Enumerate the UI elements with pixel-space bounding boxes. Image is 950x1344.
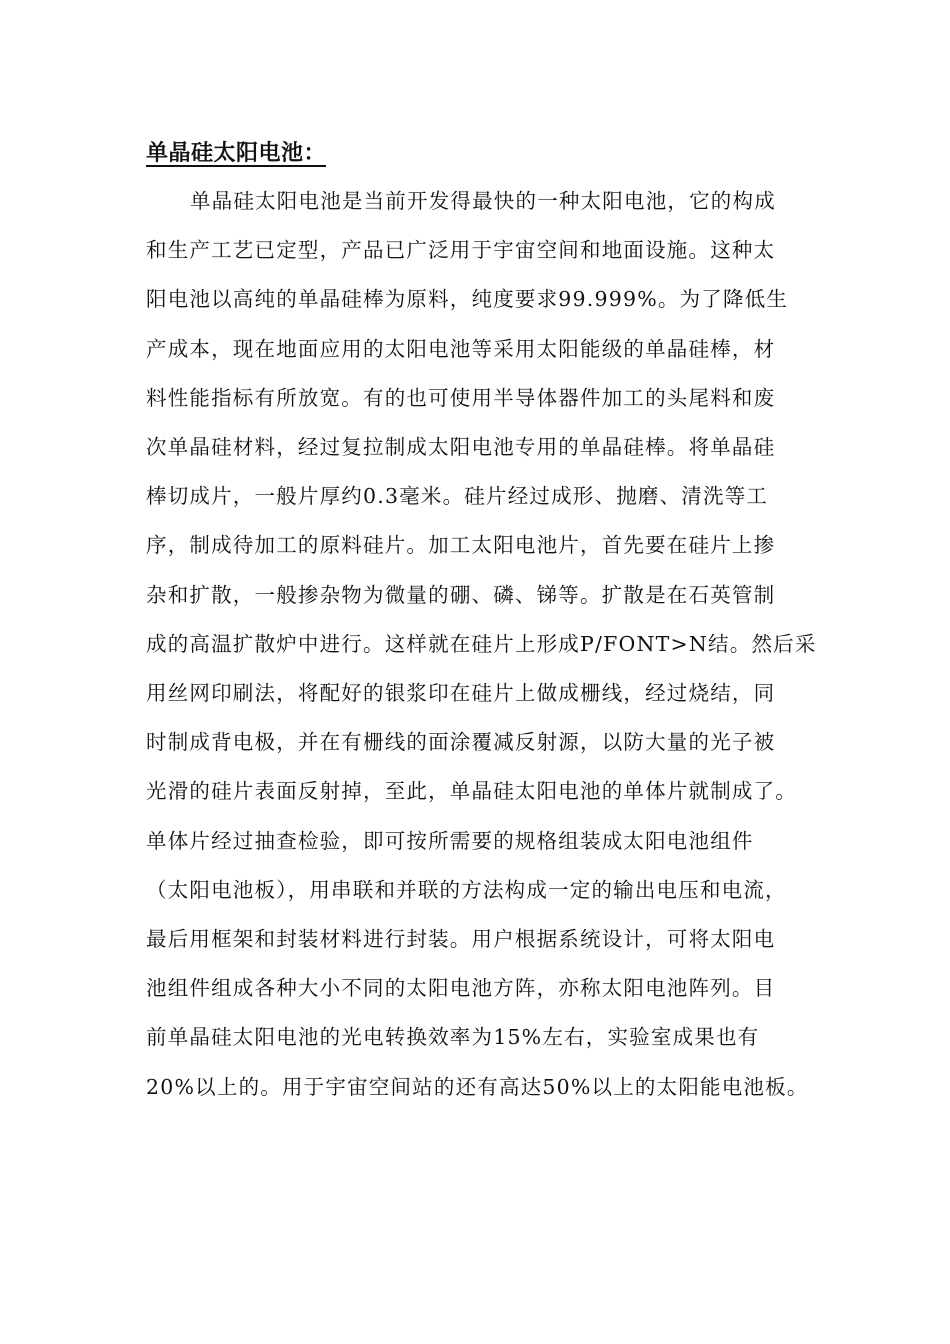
text-line: 时制成背电极，并在有栅线的面涂覆减反射源，以防大量的光子被 <box>146 730 776 754</box>
text-line: 阳电池以高纯的单晶硅棒为原料，纯度要求99.999%。为了降低生 <box>146 287 789 311</box>
section-heading: 单晶硅太阳电池： <box>146 140 327 166</box>
text-line: 杂和扩散，一般掺杂物为微量的硼、磷、锑等。扩散是在石英管制 <box>146 583 776 607</box>
text-line: （太阳电池板），用串联和并联的方法构成一定的输出电压和电流， <box>146 878 787 902</box>
text-line: 单晶硅太阳电池是当前开发得最快的一种太阳电池，它的构成 <box>190 189 776 213</box>
text-line: 次单晶硅材料，经过复拉制成太阳电池专用的单晶硅棒。将单晶硅 <box>146 435 776 459</box>
text-line: 序，制成待加工的原料硅片。加工太阳电池片，首先要在硅片上掺 <box>146 533 776 557</box>
text-line: 20%以上的。用于宇宙空间站的还有高达50%以上的太阳能电池板。 <box>146 1075 809 1099</box>
text-line: 料性能指标有所放宽。有的也可使用半导体器件加工的头尾料和废 <box>146 386 776 410</box>
text-line: 成的高温扩散炉中进行。这样就在硅片上形成P/FONT>N结。然后采 <box>146 632 817 656</box>
text-line: 产成本，现在地面应用的太阳电池等采用太阳能级的单晶硅棒，材 <box>146 337 776 361</box>
text-line: 和生产工艺已定型，产品已广泛用于宇宙空间和地面设施。这种太 <box>146 238 776 262</box>
text-line: 用丝网印刷法，将配好的银浆印在硅片上做成栅线，经过烧结，同 <box>146 681 776 705</box>
text-line: 单体片经过抽查检验，即可按所需要的规格组装成太阳电池组件 <box>146 829 754 853</box>
text-line: 棒切成片，一般片厚约0.3毫米。硅片经过成形、抛磨、清洗等工 <box>146 484 769 508</box>
text-line: 光滑的硅片表面反射掉，至此，单晶硅太阳电池的单体片就制成了。 <box>146 779 797 803</box>
text-line: 前单晶硅太阳电池的光电转换效率为15%左右，实验室成果也有 <box>146 1025 760 1049</box>
text-line: 池组件组成各种大小不同的太阳电池方阵，亦称太阳电池阵列。目 <box>146 976 776 1000</box>
text-line: 最后用框架和封装材料进行封装。用户根据系统设计，可将太阳电 <box>146 927 776 951</box>
